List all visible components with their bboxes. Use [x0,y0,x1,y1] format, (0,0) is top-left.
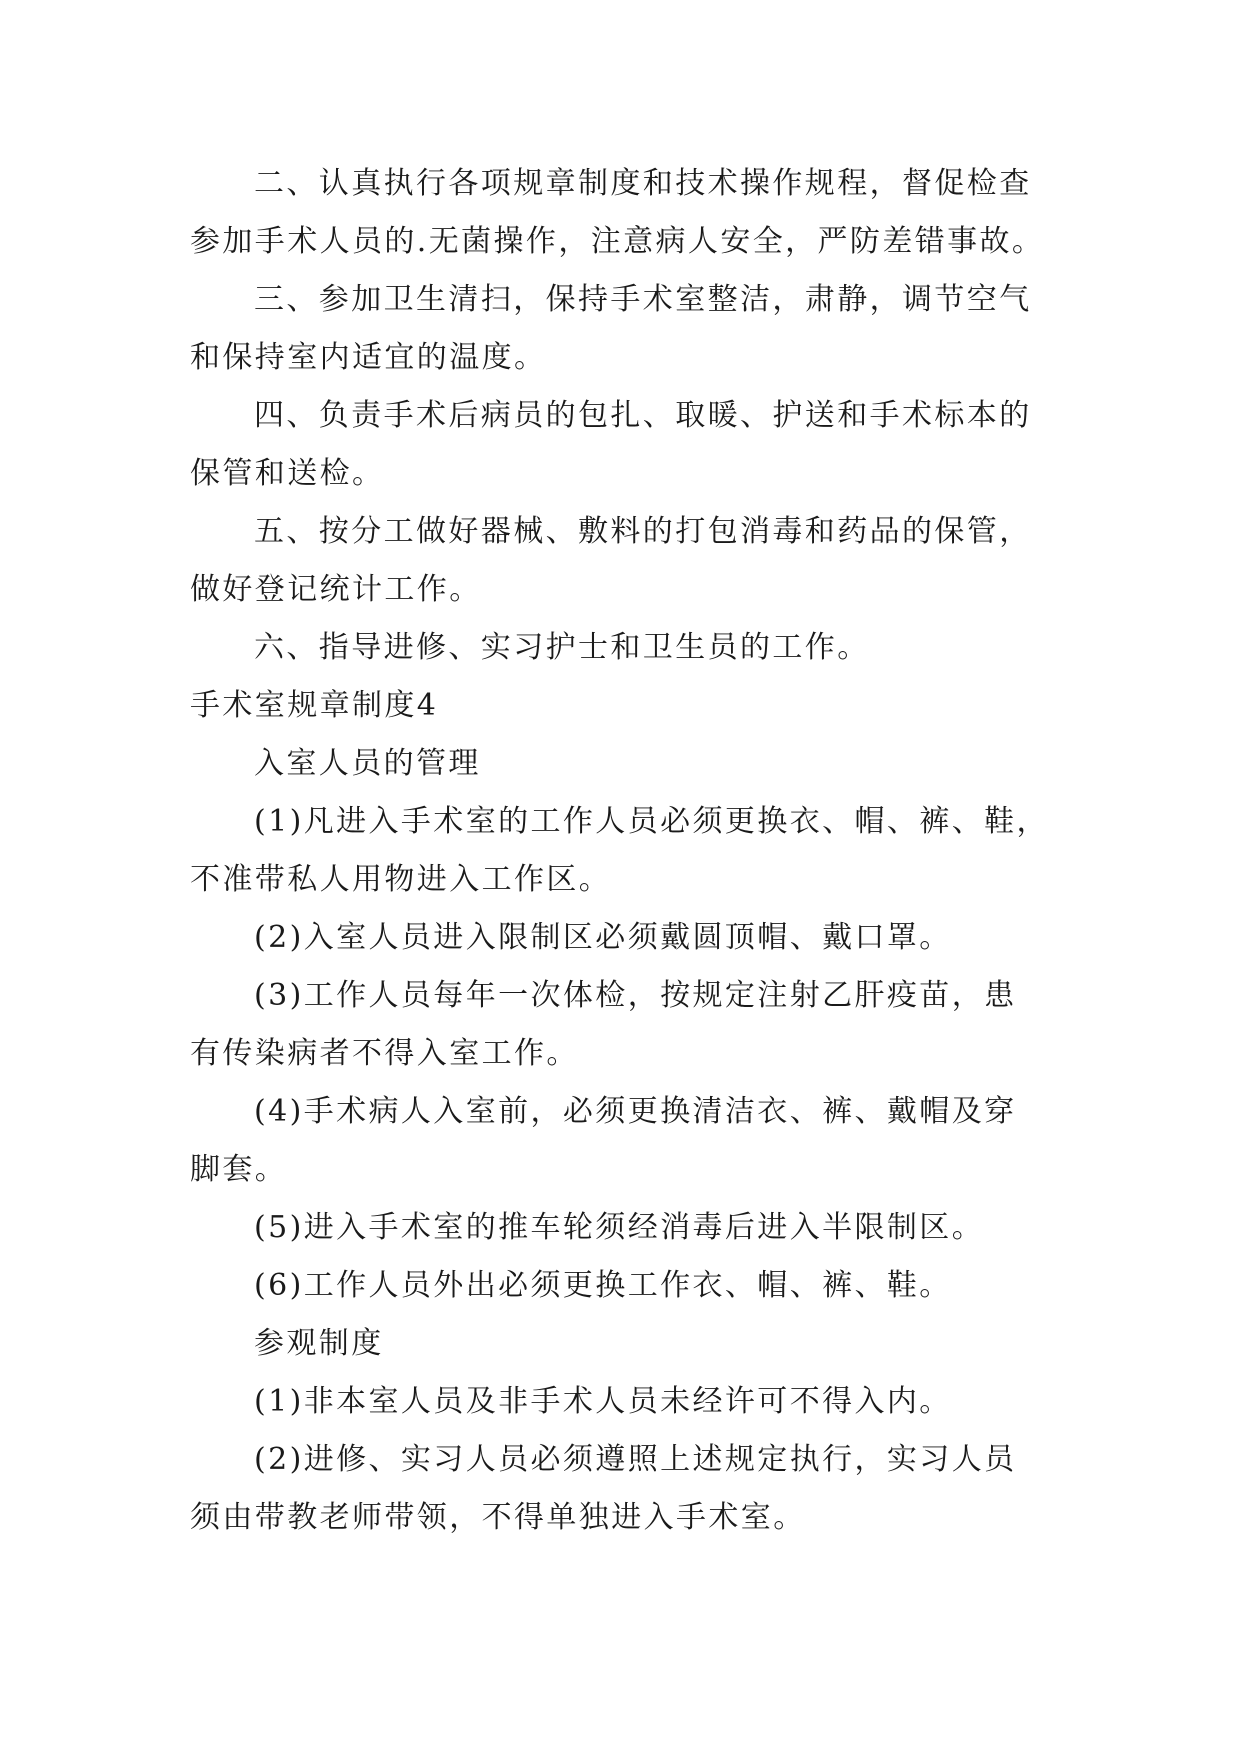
text-line: 四、负责手术后病员的包扎、取暖、护送和手术标本的 [254,398,1032,433]
text-line: 保管和送检。 [190,456,385,491]
text-line: (2)入室人员进入限制区必须戴圆顶帽、戴口罩。 [254,920,952,955]
section-heading: 手术室规章制度4 [190,688,439,723]
text-line: 做好登记统计工作。 [190,572,482,607]
text-line: (2)进修、实习人员必须遵照上述规定执行，实习人员 [254,1442,1017,1477]
text-line: 五、按分工做好器械、敷料的打包消毒和药品的保管， [254,514,1032,549]
text-line: 三、参加卫生清扫，保持手术室整洁，肃静，调节空气 [254,282,1032,317]
text-line: 和保持室内适宜的温度。 [190,340,547,375]
text-line: (3)工作人员每年一次体检，按规定注射乙肝疫苗，患 [254,978,1017,1013]
text-line: (1)非本室人员及非手术人员未经许可不得入内。 [254,1384,952,1419]
text-line: 六、指导进修、实习护士和卫生员的工作。 [254,630,870,665]
text-line: 二、认真执行各项规章制度和技术操作规程，督促检查 [254,166,1032,201]
text-line: (5)进入手术室的推车轮须经消毒后进入半限制区。 [254,1210,985,1245]
text-line: 脚套。 [190,1152,288,1187]
text-line: 有传染病者不得入室工作。 [190,1036,579,1071]
text-line: 不准带私人用物进入工作区。 [190,862,612,897]
text-line: (4)手术病人入室前，必须更换清洁衣、裤、戴帽及穿 [254,1094,1017,1129]
text-line: (1)凡进入手术室的工作人员必须更换衣、帽、裤、鞋， [254,804,1049,839]
text-line: 参加手术人员的.无菌操作，注意病人安全，严防差错事故。 [190,224,1045,259]
subsection-heading: 入室人员的管理 [254,746,481,781]
subsection-heading: 参观制度 [254,1326,384,1361]
text-line: 须由带教老师带领，不得单独进入手术室。 [190,1500,806,1535]
document-body [190,155,1050,1547]
text-line: (6)工作人员外出必须更换工作衣、帽、裤、鞋。 [254,1268,952,1303]
